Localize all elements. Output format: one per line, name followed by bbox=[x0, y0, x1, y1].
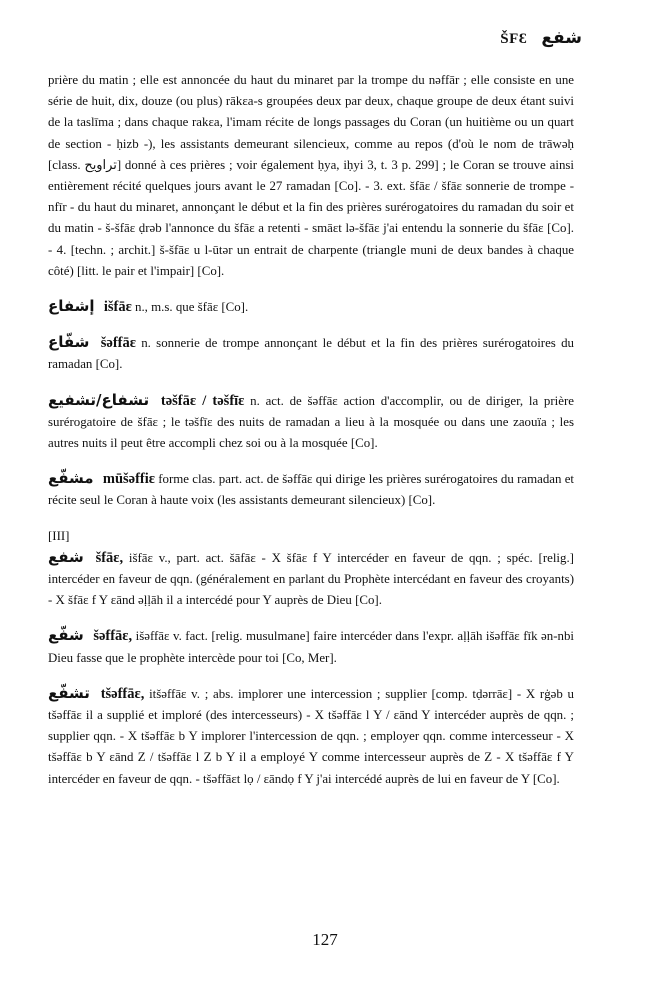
entry-arabic: إشفاع bbox=[48, 297, 95, 316]
entry-arabic: شفّاع bbox=[48, 333, 90, 352]
entry-tesfae bbox=[48, 390, 574, 455]
entry-arabic: شفّع bbox=[48, 626, 84, 645]
entry-headword: šfāɛ, bbox=[95, 549, 124, 566]
dictionary-body bbox=[48, 70, 574, 790]
entry-definition: n., m.s. que šfāɛ [Co]. bbox=[135, 300, 249, 315]
section-marker: [III] bbox=[48, 528, 70, 543]
page-header bbox=[500, 28, 588, 48]
entry-definition: forme clas. part. act. de šəffāɛ qui dirige les prières surérogatoires du ramadan et récite seul le Coran à haute voix (les assistants demeurant silencieux) [Co]. bbox=[48, 472, 574, 508]
entry-headword: šəffāɛ, bbox=[93, 628, 133, 645]
entry-definition: itšəffāɛ v. ; abs. implorer une intercession ; supplier [comp. tḍərrāɛ] - X rġəb u tšəffāɛ il a supplié et imploré (des intercesseurs) - X tšəffāɛ l Y / ɛānd Y intercéder auprès de qqn. ; supplier qqn. - X tšəffāɛ b Y implorer l'intercession de qqn. ; employer qqn. comme intercesseur - X tšəffāɛ b Y ɛānd Z / tšəffāɛ l Z b Y il a employé Y comme intercesseur auprès de Z - X tšəffāɛ f Y intercéder en faveur de qqn. - tšəffāɛt lọ / ɛāndọ f Y j'ai intercédé auprès de lui en faveur de Y [Co]. bbox=[48, 686, 574, 786]
entry-definition: n. sonnerie de trompe annonçant le début et la fin des prières surérogatoires du ramadan [Co]. bbox=[48, 336, 574, 372]
entry-definition: išfāɛ v., part. act. šāfāɛ - X šfāɛ f Y intercéder en faveur de qqn. ; spéc. [relig.] intercéder en faveur de qqn. (généralement en parlant du Prophète intercédant en faveur des croyants) - X šfāɛ f Y ɛānd əḷḷāh il a intercédé pour Y auprès de Dieu [Co]. bbox=[48, 550, 574, 608]
entry-headword: šəffāɛ bbox=[100, 335, 136, 352]
root-arabic: شفع bbox=[541, 28, 582, 48]
entry-headword: təšfāɛ / təšfīɛ bbox=[160, 392, 245, 409]
entry-tseffae-verb bbox=[48, 683, 574, 790]
entry-continuation: prière du matin ; elle est annoncée du haut du minaret par la trompe du nəffār ; elle consiste en une série de huit, dix, douze (ou plus) rākɛa-s groupées deux par deux, chaque groupe de deux étant suivi de la taslīma ; dans chaque rakɛa, l'imam récite de longs passages du Coran (un huitième ou un quart de section - ḥizb -), les assistants demeurant silencieux, comme au repos (d'où le nom de trāwəḥ [class. تراويح] donné à ces prières ; voir également ḥya, iḥyi 3, t. 3 p. 299] ; le Coran se trouve ainsi entièrement récité quelques jours avant le 27 ramadan [Co]. - 3. ext. šfāɛ / šfāɛ sonnerie de trompe - nfīr - du haut du minaret, annonçant le début et la fin des prières surérogatoires du ramadan du soir et du matin - š-šfāɛ ḍrəb l'annonce du šfāɛ a retenti - smāɛt lə-šfāɛ j'ai entendu la sonnerie du šfāɛ [Co]. - 4. [techn. ; archit.] š-šfāɛ u l-ūtər un entrait de charpente (triangle muni de deux bandes à chaque côté) [litt. le pair et l'impair] [Co]. bbox=[48, 73, 574, 278]
entry-isfae bbox=[48, 296, 574, 318]
root-latin: ŠFƐ bbox=[500, 31, 528, 47]
entry-arabic: تشفاع/تشفيع bbox=[48, 390, 150, 409]
entry-headword: tšəffāɛ, bbox=[100, 685, 145, 702]
entry-headword: išfāɛ bbox=[103, 299, 132, 316]
entry-seffae-verb bbox=[48, 625, 574, 668]
page-number: 127 bbox=[312, 930, 338, 949]
entry-seffae bbox=[48, 332, 574, 375]
entry-definition: n. act. de šəffāɛ action d'accomplir, ou de diriger, la prière surérogatoire de šfāɛ ; le təšfīɛ des nuits de ramadan a lieu à la mosquée ou dans une zaouïa ; les autres nuits il peut être accompli chez soi ou à la mosquée [Co]. bbox=[48, 393, 574, 451]
entry-headword: mūšəffiɛ bbox=[102, 471, 155, 488]
entry-museffie bbox=[48, 468, 574, 511]
entry-definition: išəffāɛ v. fact. [relig. musulmane] faire intercéder dans l'expr. aḷḷāh išəffāɛ fīk ən-nbi Dieu fasse que le prophète intercède pour toi [Co, Mer]. bbox=[48, 629, 574, 665]
entry-arabic: مشفّع bbox=[48, 469, 94, 488]
entry-sfae-verb bbox=[48, 547, 574, 612]
entry-arabic: شفع bbox=[48, 547, 84, 566]
entry-arabic: تشفّع bbox=[48, 683, 90, 702]
